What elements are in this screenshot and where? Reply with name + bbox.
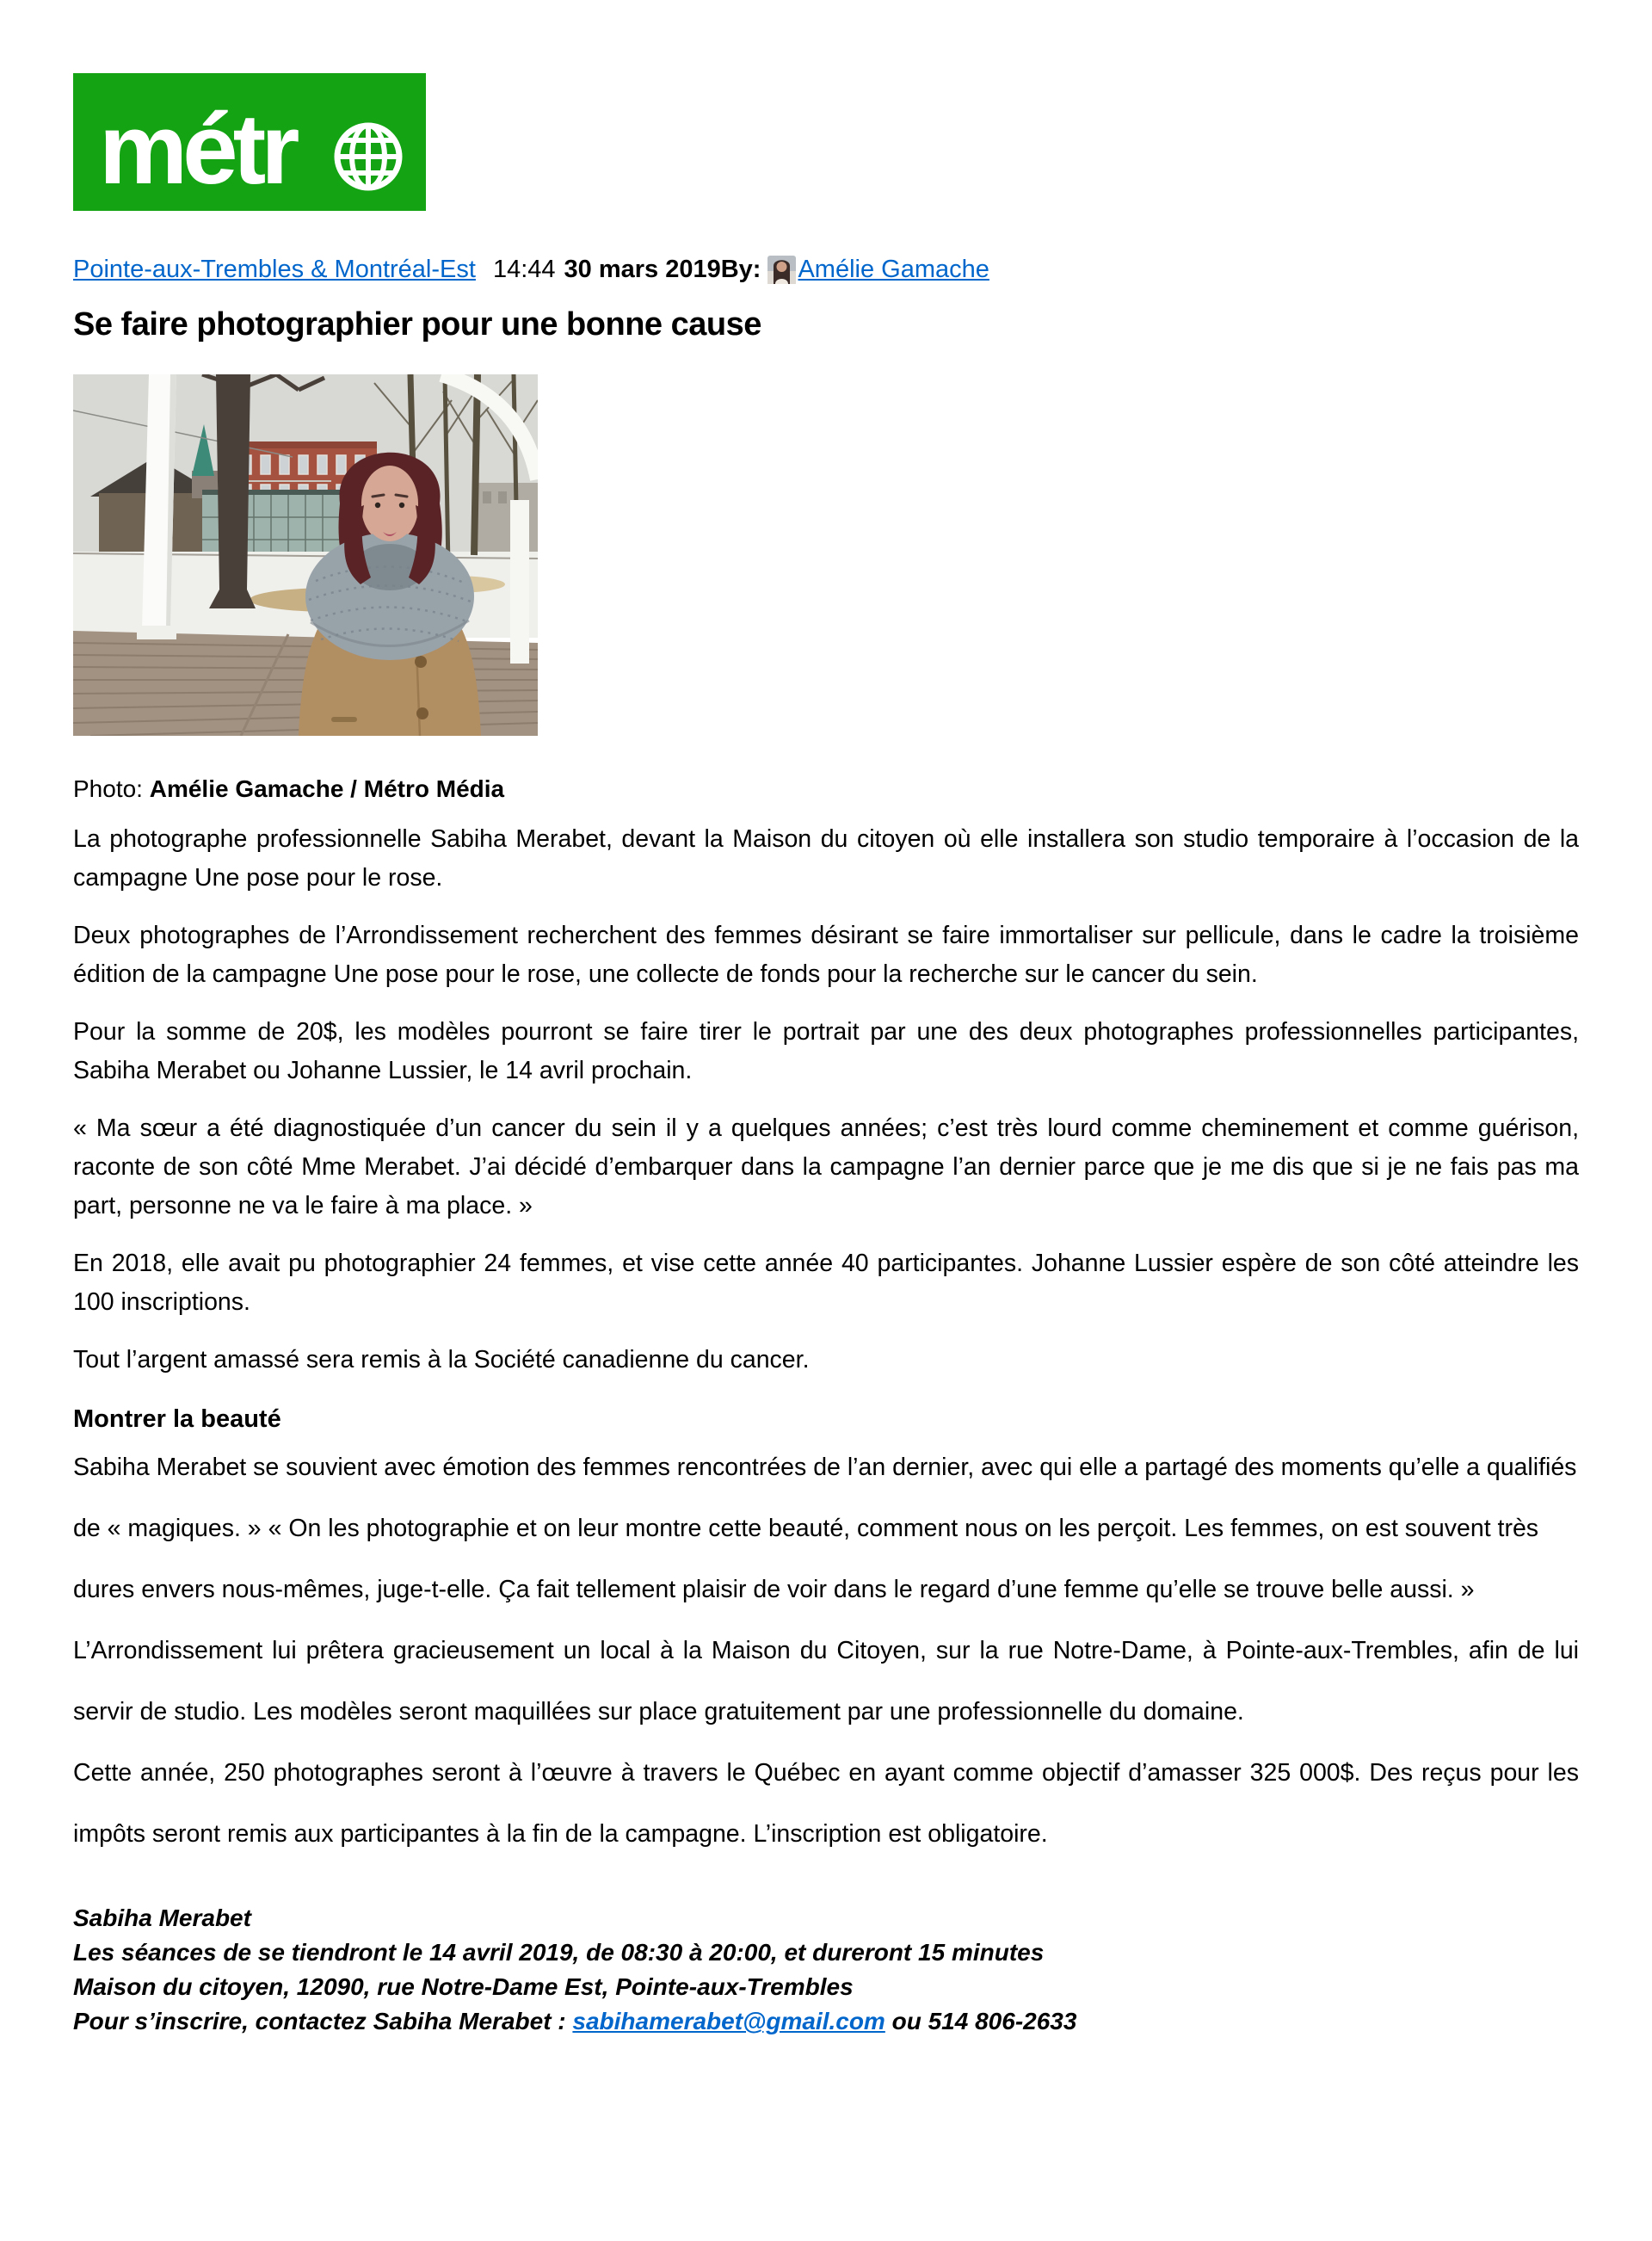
article-page: [0, 73, 1652, 2133]
body-paragraph: Deux photographes de l’Arrondissement recherchent des femmes désirant se faire immortaliser sur pellicule, dans le cadre la troisième édition de la campagne Une pose pour le rose, une collecte de fonds pour la recherche sur le cancer du sein.: [73, 922, 1579, 988]
section-subheading: Montrer la beauté: [73, 1405, 281, 1433]
photo-credit-label: Photo:: [73, 775, 150, 802]
body-paragraph: L’Arrondissement lui prêtera gracieusement un local à la Maison du Citoyen, sur la rue Notre-Dame, à Pointe-aux-Trembles, afin de lui servir de studio. Les modèles seront maquillées sur place gratuitement par une professionnelle du domaine.: [73, 1637, 1579, 1726]
caption-paragraph: La photographe professionnelle Sabiha Merabet, devant la Maison du citoyen où elle installera son studio temporaire à l’occasion de la campagne Une pose pour le rose.: [73, 825, 1579, 892]
time-label: 14:44: [492, 256, 556, 283]
article-body-wide: [73, 1437, 1579, 1865]
footer-line: Maison du citoyen, 12090, rue Notre-Dame Est, Pointe-aux-Trembles: [73, 1973, 854, 2000]
body-paragraph: Tout l’argent amassé sera remis à la Société canadienne du cancer.: [73, 1346, 810, 1374]
photo-credit: [73, 775, 1579, 803]
body-paragraph: Pour la somme de 20$, les modèles pourront se faire tirer le portrait par une des deux photographes professionnelles participantes, Sabiha Merabet ou Johanne Lussier, le 14 avril prochain.: [73, 1018, 1579, 1084]
article-photo: [73, 374, 538, 736]
body-paragraph: En 2018, elle avait pu photographier 24 femmes, et vise cette année 40 participantes. Johanne Lussier espère de son côté atteindre les 100 inscriptions.: [73, 1250, 1579, 1316]
footer-line: Sabiha Merabet: [73, 1905, 251, 1931]
email-link[interactable]: sabihamerabet@gmail.com: [572, 2008, 885, 2034]
contact-suffix: ou 514 806-2633: [885, 2008, 1077, 2034]
article-body-lead: [73, 917, 1579, 1380]
byline: [73, 256, 1579, 284]
footer-note: [73, 1901, 1579, 2039]
author-avatar[interactable]: [767, 256, 796, 284]
body-paragraph: « Ma sœur a été diagnostiquée d’un cancer du sein il y a quelques années; c’est très lourd comme cheminement et comme guérison, raconte de son côté Mme Merabet. J’ai décidé d’embarquer dans la campagne l’an dernier parce que je me dis que si je ne fais pas ma part, personne ne va le faire à ma place. »: [73, 1114, 1579, 1219]
footer-line: [73, 2004, 1579, 2039]
author-link[interactable]: Amélie Gamache: [798, 256, 989, 283]
contact-prefix: Pour s’inscrire, contactez Sabiha Merabet :: [73, 2008, 573, 2034]
footer-line: Les séances de se tiendront le 14 avril 2019, de 08:30 à 20:00, et dureront 15 minutes: [73, 1939, 1045, 1966]
body-paragraph: Cette année, 250 photographes seront à l’œuvre à travers le Québec en ayant comme objectif d’amasser 325 000$. Des reçus pour les impôts seront remis aux participantes à la fin de la campagne. L’inscription est obligatoire.: [73, 1759, 1579, 1848]
page-title: Se faire photographier pour une bonne cause: [73, 306, 761, 343]
body-paragraph: Sabiha Merabet se souvient avec émotion des femmes rencontrées de l’an dernier, avec qui elle a partagé des moments qu’elle a qualifiés de « magiques. » « On les photographie et on leur montre cette beauté, comment nous on les perçoit. Les femmes, on est souvent très dures envers nous-mêmes, juge-t-elle. Ça fait tellement plaisir de voir dans le regard d’une femme qu’elle se trouve belle aussi. »: [73, 1454, 1577, 1603]
logo-text: métr: [99, 93, 295, 205]
globe-icon: [333, 121, 404, 192]
date-label: 30 mars 2019By:: [564, 256, 761, 283]
metro-logo[interactable]: [73, 73, 426, 211]
photo-credit-value: Amélie Gamache / Métro Média: [149, 775, 505, 802]
category-link[interactable]: Pointe-aux-Trembles & Montréal-Est: [73, 256, 476, 283]
